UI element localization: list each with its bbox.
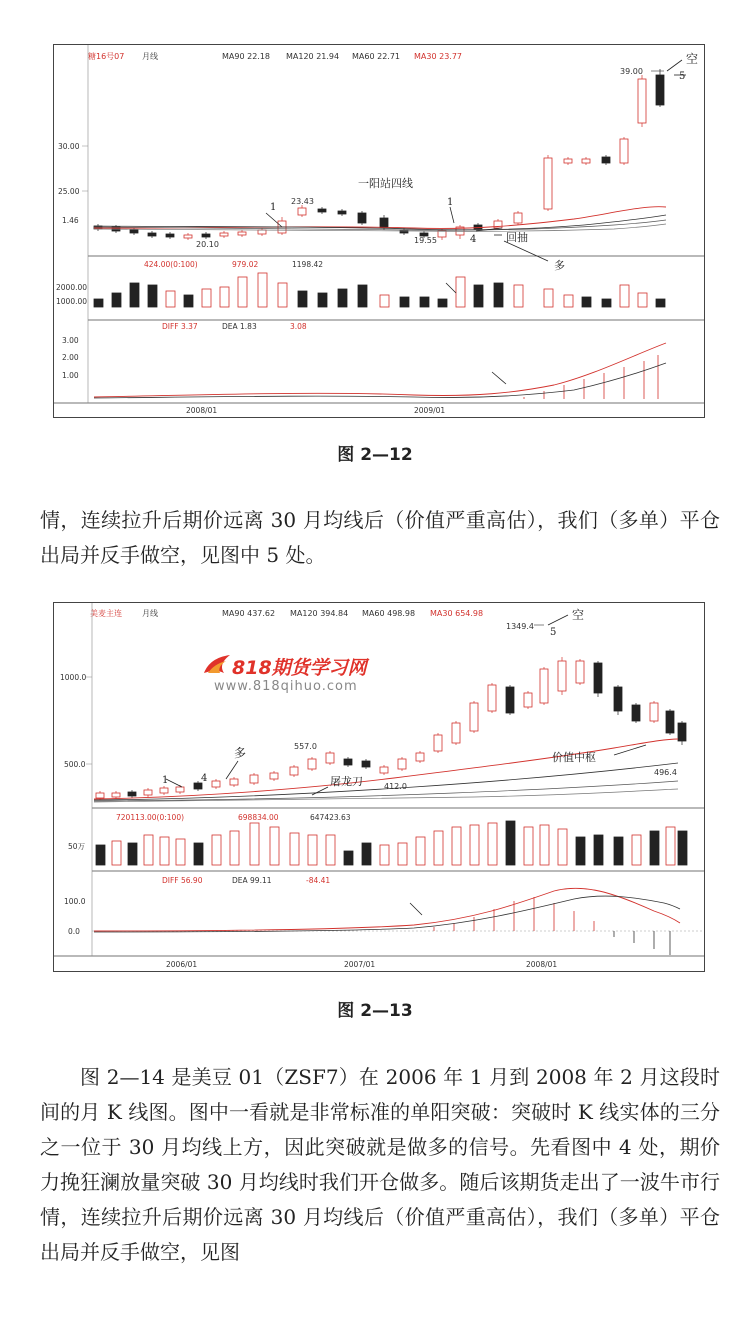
chart-sugar-monthly (53, 44, 705, 418)
macd-tick-1: 1.00 (62, 371, 79, 380)
candle-body (184, 235, 192, 238)
volume-bar (420, 297, 429, 307)
volume-bar (416, 837, 425, 865)
candle-body (160, 788, 168, 793)
macd-tick-2: 2.00 (62, 353, 79, 362)
volume-bar (594, 835, 603, 865)
volume-bar (470, 825, 479, 865)
volume-bar (212, 835, 221, 865)
volume-bar (380, 845, 389, 865)
y-tick-25: 25.00 (58, 187, 80, 196)
candle-body (326, 753, 334, 763)
volume-bar (278, 283, 287, 307)
volume-bar (238, 277, 247, 307)
watermark-title: 818期货学习网 (232, 657, 367, 679)
volume-bar (650, 831, 659, 865)
volume-bar (638, 293, 647, 307)
volume-bar (506, 821, 515, 865)
volume-bar (308, 835, 317, 865)
annotation-duo: 多 (554, 259, 565, 272)
candle-body (434, 735, 442, 751)
candle-body (290, 767, 298, 775)
volume-bar (582, 297, 591, 307)
annotation-1b: 1 (447, 197, 454, 208)
volume-bar (380, 295, 389, 307)
volume-group (96, 821, 687, 865)
volume-bar (474, 285, 483, 307)
vol-value-1: 424.00(0:100) (144, 260, 198, 269)
annotation-zhongshu: 价值中枢 (552, 751, 596, 764)
candles-group (94, 69, 664, 240)
ma30-label: MA30 23.77 (414, 52, 462, 61)
vol-tick-1000: 1000.00 (56, 297, 88, 306)
volume-bar (270, 827, 279, 865)
candle-body (540, 669, 548, 703)
macd-tick-0: 0.0 (68, 927, 80, 936)
volume-bar (524, 827, 533, 865)
vol-tick-2000: 2000.00 (56, 283, 88, 292)
volume-bar (540, 825, 549, 865)
macd-dea: DEA 1.83 (222, 322, 257, 331)
volume-bar (452, 827, 461, 865)
candle-body (148, 233, 156, 236)
volume-bar (338, 289, 347, 307)
candle-body (632, 705, 640, 721)
candle-body (338, 211, 346, 214)
macd-group (94, 343, 666, 399)
candle-body (614, 687, 622, 711)
flame-logo-icon (202, 653, 232, 677)
volume-bar (176, 839, 185, 865)
volume-bar (230, 831, 239, 865)
vol-value-2: 698834.00 (238, 813, 279, 822)
candle-body (638, 79, 646, 123)
y-tick-30: 30.00 (58, 142, 80, 151)
candle-body (112, 793, 120, 797)
candle-body (298, 208, 306, 215)
candle-body (362, 761, 370, 767)
ma90-label: MA90 22.18 (222, 52, 270, 61)
volume-bar (318, 293, 327, 307)
candle-body (582, 159, 590, 163)
candle-body (514, 213, 522, 223)
volume-bar (258, 273, 267, 307)
watermark (200, 653, 430, 703)
candle-body (230, 779, 238, 785)
price-label-557: 557.0 (294, 742, 317, 751)
candle-body (128, 792, 136, 796)
candle-body (270, 773, 278, 779)
chart-title: 糖16号07 (88, 52, 125, 61)
volume-bar (678, 831, 687, 865)
annotation-4: 4 (470, 234, 477, 245)
volume-bar (166, 291, 175, 307)
ma30-label: MA30 654.98 (430, 609, 484, 618)
volume-bar (298, 291, 307, 307)
price-label-496: 496.4 (654, 768, 677, 777)
candle-body (318, 209, 326, 212)
chart-period: 月线 (142, 609, 158, 618)
volume-bar (438, 299, 447, 307)
volume-bar (194, 843, 203, 865)
candle-body (576, 661, 584, 683)
vol-value-3: 647423.63 (310, 813, 351, 822)
volume-bar (576, 837, 585, 865)
volume-bar (494, 283, 503, 307)
candle-body (380, 218, 388, 228)
candle-body (470, 703, 478, 731)
candle-body (416, 753, 424, 761)
paragraph-1 (40, 503, 720, 573)
volume-bar (488, 823, 497, 865)
annotation-tulongdao: 屠龙刀 (330, 775, 363, 788)
macd-tick-100: 100.0 (64, 897, 86, 906)
annotation-yiyang: 一阳站四线 (358, 177, 413, 190)
volume-bar (250, 823, 259, 865)
macd-diff: DIFF 3.37 (162, 322, 198, 331)
candle-body (130, 230, 138, 233)
price-label-19: 19.55 (414, 236, 437, 245)
x-tick-2007: 2007/01 (344, 960, 376, 969)
volume-bar (398, 843, 407, 865)
candle-body (238, 232, 246, 235)
ma90-label: MA90 437.62 (222, 609, 276, 618)
volume-bar (148, 285, 157, 307)
annotation-kong: 空 (686, 52, 699, 66)
volume-bar (290, 833, 299, 865)
x-tick-2006: 2006/01 (166, 960, 198, 969)
macd-dea: DEA 99.11 (232, 876, 272, 885)
candle-body (602, 157, 610, 163)
volume-bar (112, 293, 121, 307)
volume-bar (656, 299, 665, 307)
volume-bar (160, 837, 169, 865)
price-label-412: 412.0 (384, 782, 407, 791)
volume-bar (94, 299, 103, 307)
macd-diff: DIFF 56.90 (162, 876, 203, 885)
volume-bar (602, 299, 611, 307)
vol-tick-50w: 50万 (68, 842, 86, 851)
annotation-1: 1 (162, 775, 169, 786)
ma60-label: MA60 498.98 (362, 609, 416, 618)
x-tick-2008: 2008/01 (526, 960, 558, 969)
candle-body (544, 158, 552, 209)
ma120-label: MA120 21.94 (286, 52, 340, 61)
candle-body (398, 759, 406, 769)
annotation-5: 5 (550, 627, 557, 638)
volume-bar (96, 845, 105, 865)
watermark-url: www.818qihuo.com (214, 679, 358, 694)
annotation-duo: 多 (234, 746, 247, 760)
candle-body (564, 159, 572, 163)
volume-bar (614, 837, 623, 865)
candle-body (202, 234, 210, 237)
candle-body (656, 75, 664, 105)
volume-bar (326, 835, 335, 865)
annotation-4: 4 (201, 773, 208, 784)
volume-bar (112, 841, 121, 865)
paragraph-2 (40, 1060, 720, 1270)
macd-value: 3.08 (290, 322, 307, 331)
candle-body (488, 685, 496, 711)
candle-body (678, 723, 686, 741)
volume-bar (544, 289, 553, 307)
candle-body (558, 661, 566, 691)
volume-bar (456, 277, 465, 307)
candle-body (166, 234, 174, 237)
candle-body (506, 687, 514, 713)
figure-caption-2: 图 2—13 (337, 1001, 413, 1021)
vol-value-2: 979.02 (232, 260, 259, 269)
candle-body (594, 663, 602, 693)
chart-title: 美麦主连 (90, 609, 122, 618)
macd-value: -84.41 (306, 876, 331, 885)
volume-bar (434, 831, 443, 865)
candle-body (666, 711, 674, 733)
volume-group (94, 273, 665, 307)
vol-value-3: 1198.42 (292, 260, 324, 269)
volume-bar (220, 287, 229, 307)
volume-bar (202, 289, 211, 307)
macd-group (94, 888, 680, 955)
y-tick-1000: 1000.0 (60, 673, 87, 682)
volume-bar (362, 843, 371, 865)
candle-body (400, 230, 408, 233)
chart-period: 月线 (142, 52, 158, 61)
volume-bar (184, 295, 193, 307)
candle-body (344, 759, 352, 765)
volume-bar (358, 285, 367, 307)
candle-body (212, 781, 220, 787)
candle-body (176, 787, 184, 792)
price-label-39: 39.00 (620, 67, 643, 76)
ma60-label: MA60 22.71 (352, 52, 400, 61)
candle-body (250, 775, 258, 783)
volume-bar (514, 285, 523, 307)
annotation-kong: 空 (572, 608, 585, 622)
candle-body (620, 139, 628, 163)
candle-body (524, 693, 532, 707)
volume-bar (128, 843, 137, 865)
volume-bar (144, 835, 153, 865)
volume-bar (344, 851, 353, 865)
vol-value-1: 720113.00(0:100) (116, 813, 185, 822)
annotation-5: 5 (679, 71, 686, 82)
paragraph-2-text: 图 2—14 是美豆 01（ZSF7）在 2006 年 1 月到 2008 年 2 月这段时间的月 K 线图。图中一看就是非常标准的单阳突破：突破时 K 线实体的三分之一位于 30 月均线上方，因此突破就是做多的信号。先看图中 4 处，期价力挽狂澜放量突破 30 月均线时我们开仓做多。随后该期货走出了一波牛市行情，连续拉升后期价远离 30 月均线后（价值严重高估），我们（多单）平仓出局并反手做空，见图 (40, 1065, 720, 1264)
ma120-label: MA120 394.84 (290, 609, 349, 618)
candle-body (650, 703, 658, 721)
volume-bar (558, 829, 567, 865)
y-tick-low: 1.46 (62, 216, 79, 225)
paragraph-1-text: 情，连续拉升后期价远离 30 月均线后（价值严重高估），我们（多单）平仓出局并反手做空，见图中 5 处。 (40, 508, 720, 567)
candle-body (358, 213, 366, 223)
candle-body (452, 723, 460, 743)
volume-bar (620, 285, 629, 307)
volume-bar (666, 827, 675, 865)
volume-bar (400, 297, 409, 307)
candle-body (438, 231, 446, 237)
volume-bar (130, 283, 139, 307)
y-tick-500: 500.0 (64, 760, 86, 769)
x-tick-2008: 2008/01 (186, 406, 218, 415)
candle-body (96, 793, 104, 798)
candle-body (308, 759, 316, 769)
macd-dea-line (94, 363, 666, 398)
candle-body (144, 790, 152, 795)
candle-body (380, 767, 388, 773)
figure-caption-1: 图 2—12 (337, 445, 413, 465)
macd-diff-line (94, 888, 680, 931)
candle-body (474, 225, 482, 229)
price-label-1349: 1349.4 (506, 622, 534, 631)
volume-bar (564, 295, 573, 307)
price-label-20: 20.10 (196, 240, 219, 249)
x-tick-2009: 2009/01 (414, 406, 446, 415)
chart-sugar-canvas (54, 45, 704, 417)
price-label-23: 23.43 (291, 197, 314, 206)
candle-body (220, 233, 228, 236)
candle-body (258, 230, 266, 234)
annotation-1a: 1 (270, 202, 277, 213)
macd-tick-3: 3.00 (62, 336, 79, 345)
volume-bar (632, 835, 641, 865)
annotation-huichou: 回抽 (506, 231, 528, 244)
